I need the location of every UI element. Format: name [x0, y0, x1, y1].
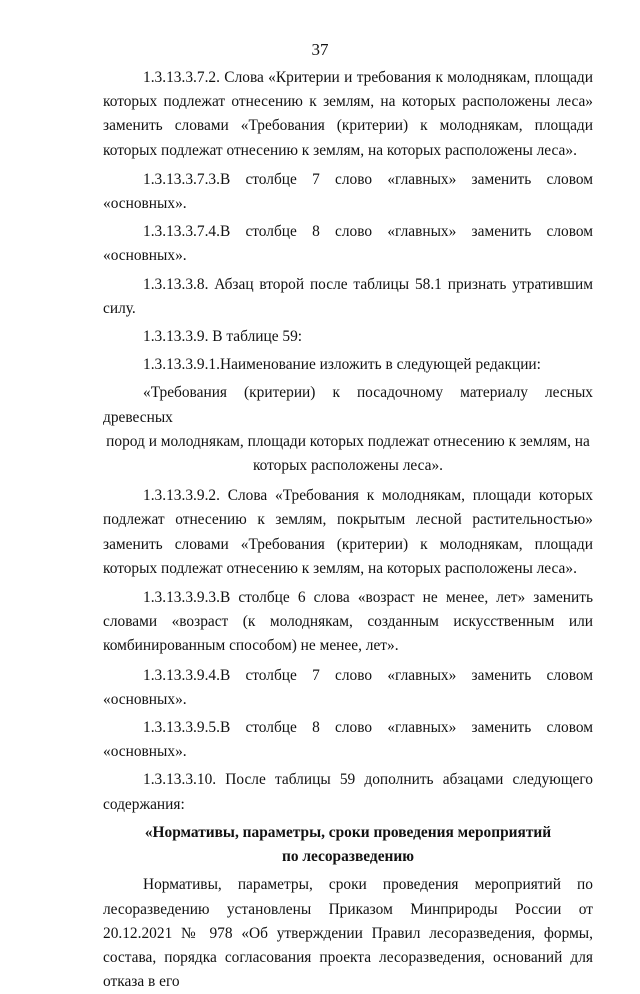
page-number: 37 [311, 40, 329, 59]
paragraph-1-3-13-3-10: 1.3.13.3.10. После таблицы 59 дополнить абзацами следующего содержания: [103, 771, 593, 813]
quote-line-1: «Требования (критерии) к посадочному материалу лесных древесных [103, 384, 593, 426]
quote-line-3: которых расположены леса». [252, 457, 444, 475]
section-heading-line-1: «Нормативы, параметры, сроки проведения мероприятий [144, 823, 552, 841]
quote-line-2: пород и молоднякам, площади которых подлежат отнесению к землям, на [106, 432, 590, 450]
paragraph-normatives: Нормативы, параметры, сроки проведения мероприятий по лесоразведению установлены Приказом Минприроды России от 20.12.2021 № 978 «Об утверждении Правил лесоразведения, формы, состава, порядка согласования проекта лесоразведения, оснований для отказа в его [103, 876, 593, 991]
paragraph-1-3-13-3-9-1: 1.3.13.3.9.1.Наименование изложить в следующей редакции: [143, 356, 541, 374]
paragraph-1-3-13-3-8: 1.3.13.3.8. Абзац второй после таблицы 58.1 признать утратившим силу. [103, 275, 593, 317]
paragraph-1-3-13-3-7-2: 1.3.13.3.7.2. Слова «Критерии и требования к молоднякам, площади которых подлежат отнесению к землям, на которых расположены леса» заменить словами «Требования (критерии) к молоднякам, площади которых подлежат отнесению к землям, на которых расположены леса». [103, 69, 593, 159]
paragraph-1-3-13-3-7-4: 1.3.13.3.7.4.В столбце 8 слово «главных» заменить словом «основных». [103, 223, 593, 265]
paragraph-1-3-13-3-9-2: 1.3.13.3.9.2. Слова «Требования к молоднякам, площади которых подлежат отнесению к землям, покрытым лесной растительностью» заменить словами «Требования (критерии) к молоднякам, площади которых подлежат отнесению к землям, на которых расположены леса». [103, 487, 593, 577]
document-body [103, 66, 593, 994]
paragraph-1-3-13-3-9-5: 1.3.13.3.9.5.В столбце 8 слово «главных» заменить словом «основных». [103, 719, 593, 761]
section-heading-line-2: по лесоразведению [281, 848, 415, 866]
paragraph-1-3-13-3-9-4: 1.3.13.3.9.4.В столбце 7 слово «главных» заменить словом «основных». [103, 666, 593, 708]
paragraph-1-3-13-3-9: 1.3.13.3.9. В таблице 59: [143, 328, 303, 346]
paragraph-1-3-13-3-7-3: 1.3.13.3.7.3.В столбце 7 слово «главных» заменить словом «основных». [103, 170, 593, 213]
paragraph-1-3-13-3-9-3: 1.3.13.3.9.3.В столбце 6 слова «возраст не менее, лет» заменить словами «возраст (к молоднякам, созданным искусственным или комбинированным способом) не менее, лет». [103, 589, 593, 655]
section-heading [103, 821, 593, 869]
new-title-quote [103, 381, 593, 478]
